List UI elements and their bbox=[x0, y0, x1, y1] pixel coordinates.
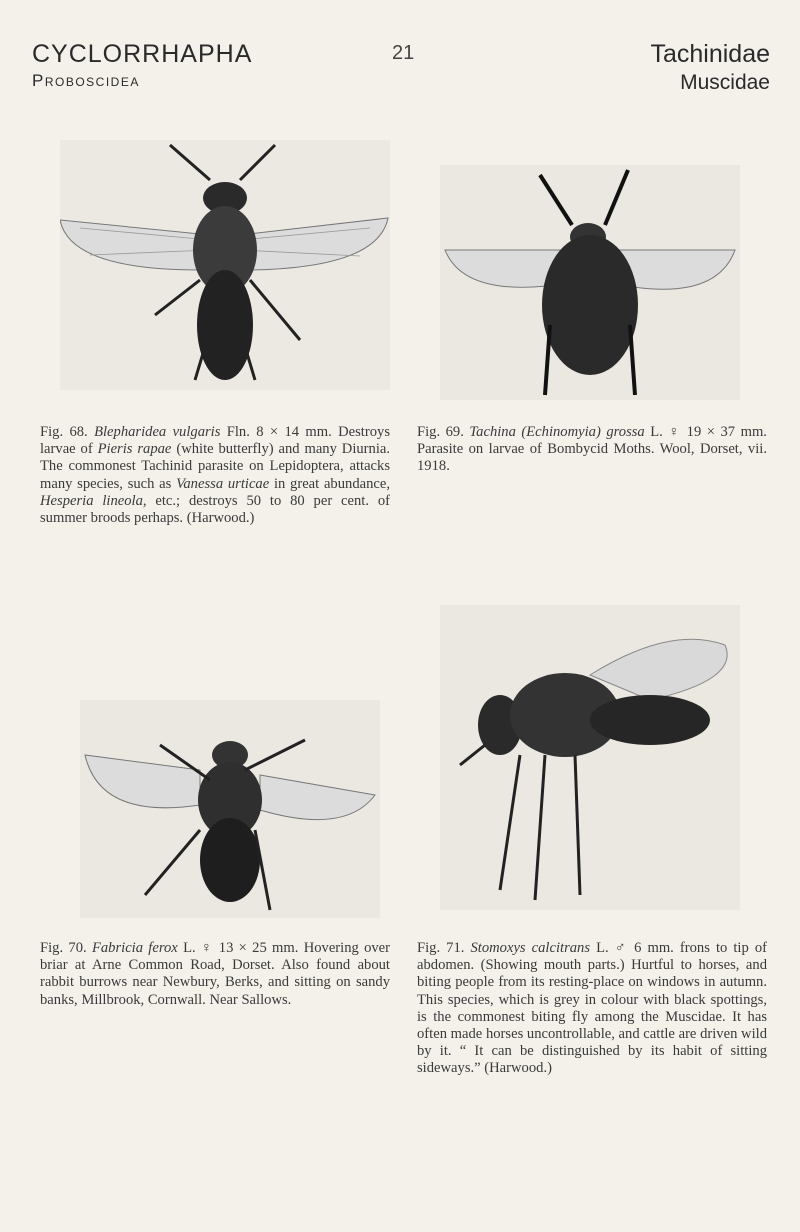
fly-photo-fabricia bbox=[80, 700, 380, 918]
author-size: L. ♂ 6 mm. bbox=[596, 940, 674, 956]
fig-label: Fig. 69. bbox=[417, 424, 464, 440]
fig-label: Fig. 70. bbox=[40, 940, 87, 956]
caption-text: in great abundance, bbox=[273, 475, 390, 492]
caption-fig-68 bbox=[40, 424, 390, 527]
species-name: Blepharidea vulgaris bbox=[94, 424, 221, 440]
fly-illustration-71 bbox=[440, 605, 740, 910]
host-species: Pieris rapae bbox=[97, 441, 172, 458]
author-size: Fln. 8 × 14 mm. bbox=[226, 424, 332, 440]
header-left-title: CYCLORRHAPHA bbox=[32, 40, 253, 68]
species-name: Vanessa urticae bbox=[176, 475, 270, 492]
fly-photo-stomoxys bbox=[440, 605, 740, 910]
caption-fig-71 bbox=[417, 940, 767, 1078]
header-right-title: Tachinidae bbox=[650, 40, 770, 68]
fly-illustration-69 bbox=[440, 165, 740, 400]
header-left-subtitle: Proboscidea bbox=[32, 71, 140, 90]
header-right bbox=[650, 40, 770, 95]
caption-fig-69 bbox=[417, 424, 767, 476]
fly-illustration-68 bbox=[60, 140, 390, 390]
fly-illustration-70 bbox=[80, 700, 380, 918]
fig-label: Fig. 71. bbox=[417, 940, 465, 956]
author-size: L. ♀ 13 × 25 mm. bbox=[183, 940, 299, 956]
caption-text: frons to tip of abdomen. (Showing mouth parts.) Hurtful to horses, and biting people from its resting-place on windows in autumn. This species, which is grey in colour with black spottings, is the commonest biting fly among the Muscidae. It has often made horses uncontrollable, and cattle are driven wild by it. “ It can be distinguished by its habit of sitting sideways.” (Harwood.) bbox=[417, 940, 767, 1077]
caption-text: (white butterfly) and many Diurnia. The commonest Tachinid parasite on Lepidoptera, attacks many species, such as bbox=[40, 441, 391, 492]
caption-text: , etc.; destroys 50 to 80 per cent. of summer broods perhaps. (Harwood.) bbox=[40, 492, 390, 527]
species-name: Hesperia lineola bbox=[40, 492, 143, 509]
header-right-subtitle: Muscidae bbox=[680, 71, 770, 94]
caption-fig-70 bbox=[40, 940, 390, 1009]
species-name: Fabricia ferox bbox=[91, 940, 178, 956]
species-name: Tachina bbox=[469, 424, 516, 440]
subgenus-name: (Echinomyia) grossa bbox=[521, 424, 645, 440]
species-name: Stomoxys calcitrans bbox=[470, 940, 591, 956]
caption-text: Hovering over briar at Arne Common Road, Dorset. Also found about rabbit burrows near Newbury, Berks, and sitting on sandy banks, Millbrook, Cornwall. Near Sallows. bbox=[40, 940, 391, 1008]
fly-photo-blepharidea bbox=[60, 140, 390, 390]
page-number: 21 bbox=[392, 42, 415, 64]
author-size: L. ♀ 19 × 37 mm. bbox=[650, 424, 767, 440]
caption-text: Destroys larvae of bbox=[40, 424, 390, 458]
header-left bbox=[32, 40, 252, 91]
fig-label: Fig. 68. bbox=[40, 424, 88, 440]
fly-photo-tachina bbox=[440, 165, 740, 400]
page-header bbox=[0, 0, 800, 110]
caption-text: Parasite on larvae of Bombycid Moths. Wool, Dorset, vii. 1918. bbox=[417, 441, 767, 475]
